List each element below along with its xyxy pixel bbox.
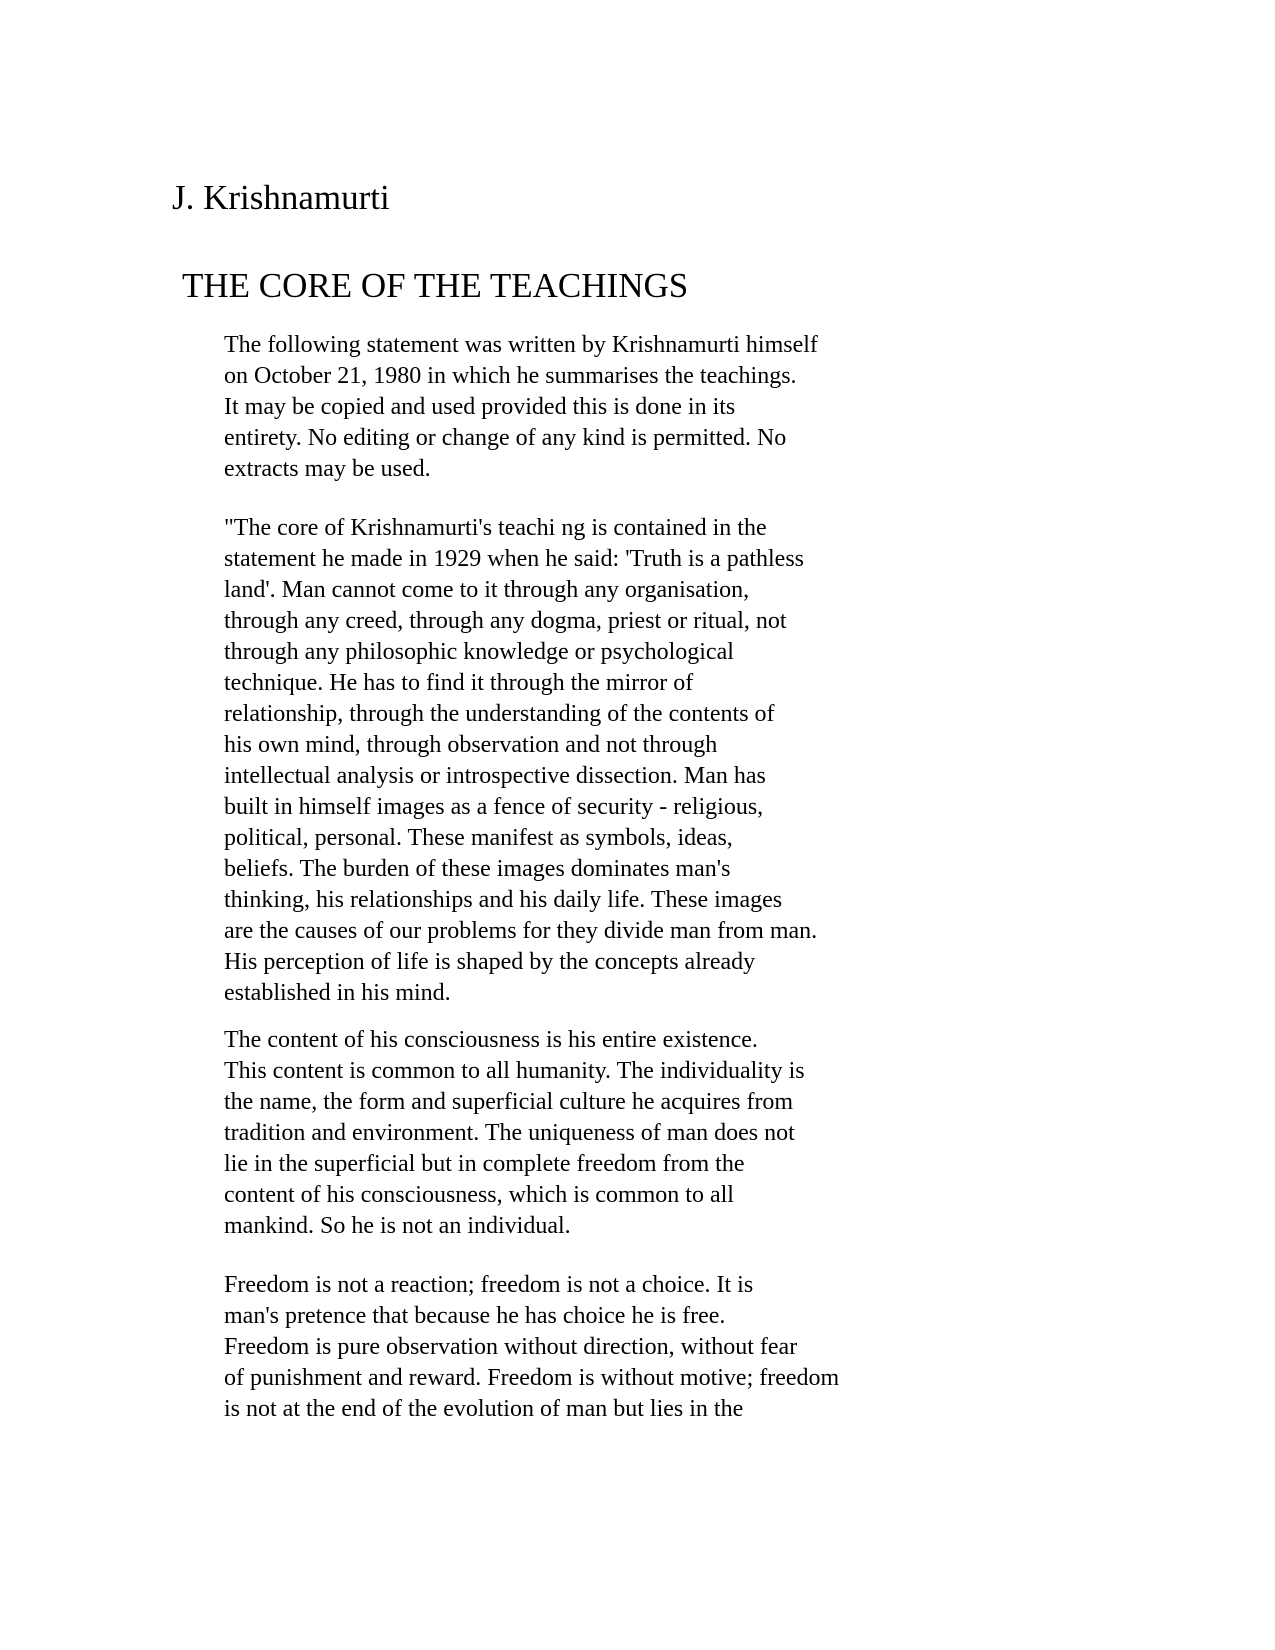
text-line: Freedom is pure observation without direction, without fear <box>224 1334 798 1360</box>
paragraph-freedom <box>224 1270 839 1425</box>
text-line: thinking, his relationships and his daily life. These images <box>224 887 783 913</box>
text-line: The content of his consciousness is his entire existence. <box>224 1027 758 1053</box>
text-line: are the causes of our problems for they divide man from man. <box>224 918 818 944</box>
document-title: THE CORE OF THE TEACHINGS <box>182 266 689 305</box>
text-line: relationship, through the understanding of the contents of <box>224 701 775 727</box>
text-line: content of his consciousness, which is common to all <box>224 1182 734 1208</box>
text-line: the name, the form and superficial culture he acquires from <box>224 1089 794 1115</box>
text-line: "The core of Krishnamurti's teachi ng is contained in the <box>224 515 767 541</box>
text-line: extracts may be used. <box>224 456 431 482</box>
text-line: through any creed, through any dogma, priest or ritual, not <box>224 608 787 634</box>
paragraph-core <box>224 513 817 1009</box>
text-line: entirety. No editing or change of any kind is permitted. No <box>224 425 787 451</box>
text-line: Freedom is not a reaction; freedom is not a choice. It is <box>224 1272 754 1298</box>
text-line: The following statement was written by Krishnamurti himself <box>224 332 818 358</box>
paragraph-consciousness <box>224 1025 805 1242</box>
text-line: It may be copied and used provided this is done in its <box>224 394 736 420</box>
text-line: man's pretence that because he has choice he is free. <box>224 1303 726 1329</box>
text-line: intellectual analysis or introspective dissection. Man has <box>224 763 766 789</box>
text-line: his own mind, through observation and not through <box>224 732 718 758</box>
text-line: political, personal. These manifest as symbols, ideas, <box>224 825 733 851</box>
text-line: beliefs. The burden of these images dominates man's <box>224 856 731 882</box>
text-line: of punishment and reward. Freedom is without motive; freedom <box>224 1365 840 1391</box>
text-line: lie in the superficial but in complete freedom from the <box>224 1151 745 1177</box>
paragraph-intro <box>224 330 818 485</box>
text-line: land'. Man cannot come to it through any organisation, <box>224 577 750 603</box>
text-line: mankind. So he is not an individual. <box>224 1213 571 1239</box>
text-line: tradition and environment. The uniqueness of man does not <box>224 1120 795 1146</box>
text-line: is not at the end of the evolution of man but lies in the <box>224 1396 744 1422</box>
text-line: established in his mind. <box>224 980 451 1006</box>
text-line: on October 21, 1980 in which he summarises the teachings. <box>224 363 797 389</box>
text-line: built in himself images as a fence of security - religious, <box>224 794 764 820</box>
text-line: statement he made in 1929 when he said: 'Truth is a pathless <box>224 546 805 572</box>
author-name: J. Krishnamurti <box>172 178 390 217</box>
text-line: This content is common to all humanity. The individuality is <box>224 1058 805 1084</box>
text-line: through any philosophic knowledge or psychological <box>224 639 734 665</box>
text-line: His perception of life is shaped by the concepts already <box>224 949 756 975</box>
text-line: technique. He has to find it through the mirror of <box>224 670 694 696</box>
